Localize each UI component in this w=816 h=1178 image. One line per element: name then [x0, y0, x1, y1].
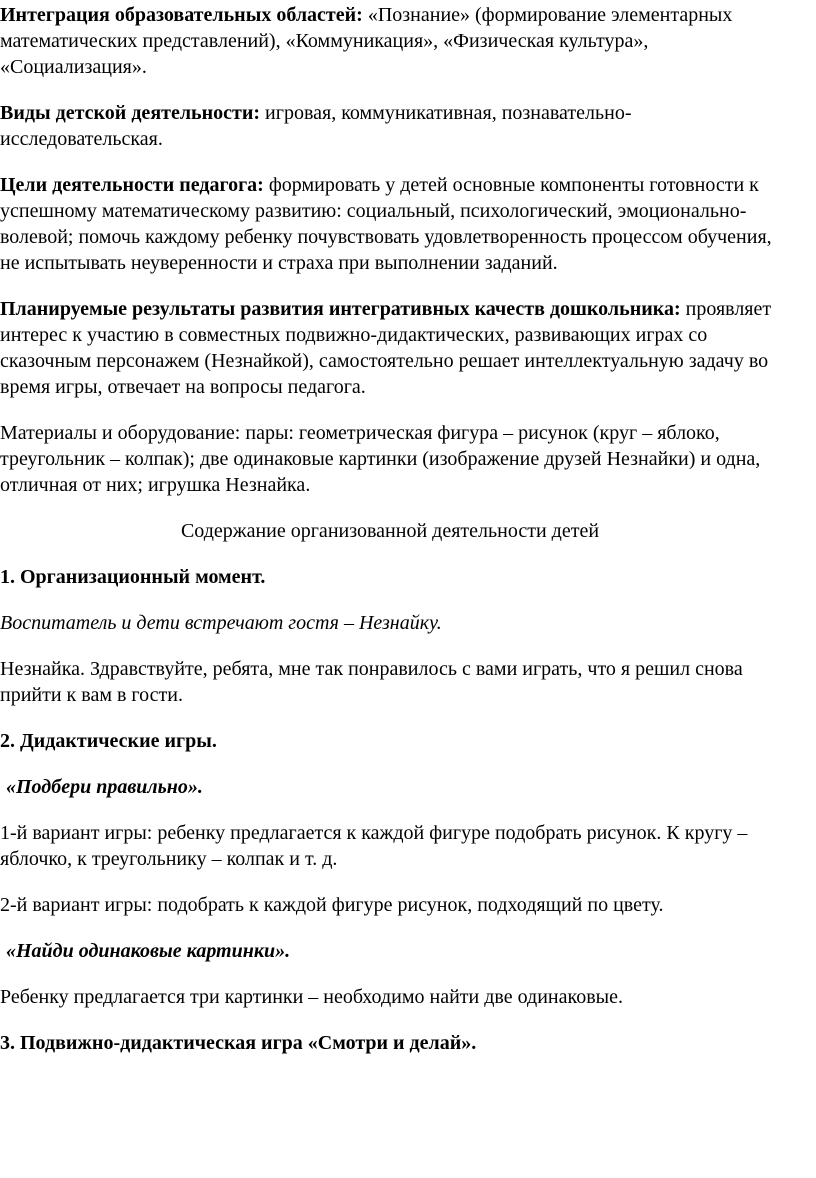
game2-title: «Найди одинаковые картинки». — [6, 940, 291, 962]
section1-speech: Незнайка. Здравствуйте, ребята, мне так понравилось с вами играть, что я решил снова прийти к вам в гости. — [0, 658, 743, 706]
activities-label: Виды детской деятельности: — [0, 102, 261, 124]
results-text: проявляет интерес к участию в совместных подвижно-дидактических, развивающих играх со сказочным персонажем (Незнайкой), самостоятельно решает интеллектуальную задачу во время игры, отвечает на вопросы педагога. — [0, 298, 772, 398]
game2-text: Ребенку предлагается три картинки – необходимо найти две одинаковые. — [0, 986, 623, 1008]
section3-heading: 3. Подвижно-дидактическая игра «Смотри и делай». — [0, 1032, 477, 1054]
goals-text: формировать у детей основные компоненты готовности к успешному математическому развитию: социальный, психологический, эмоционально-волевой; помочь каждому ребенку почувствовать удовлетворенность процессом обучения, не испытывать неуверенности и страха при выполнении заданий. — [0, 174, 772, 274]
goals-label: Цели деятельности педагога: — [0, 174, 264, 196]
content-heading: Содержание организованной деятельности детей — [180, 520, 600, 542]
document-body — [0, 2, 780, 1076]
goals-paragraph — [0, 172, 780, 276]
integration-text: «Познание» (формирование элементарных математических представлений), «Коммуникация», «Физическая культура», «Социализация». — [0, 4, 733, 78]
game1-title: «Подбери правильно». — [6, 776, 203, 798]
game1-variant2: 2-й вариант игры: подобрать к каждой фигуре рисунок, подходящий по цвету. — [0, 894, 664, 916]
game1-title-paragraph — [0, 774, 780, 800]
game2-title-paragraph — [0, 938, 780, 964]
results-paragraph — [0, 296, 780, 400]
materials-paragraph: Материалы и оборудование: пары: геометрическая фигура – рисунок (круг – яблоко, треугольник – колпак); две одинаковые картинки (изображение друзей Незнайки) и одна, отличная от них; игрушка Незнайка. — [0, 422, 761, 496]
integration-paragraph — [0, 2, 780, 80]
section1-note: Воспитатель и дети встречают гостя – Незнайку. — [0, 612, 442, 634]
section1-heading: 1. Организационный момент. — [0, 566, 266, 588]
results-label: Планируемые результаты развития интегративных качеств дошкольника: — [0, 298, 681, 320]
activities-text: игровая, коммуникативная, познавательно-исследовательская. — [0, 102, 632, 150]
activities-paragraph — [0, 100, 780, 152]
game1-variant1: 1-й вариант игры: ребенку предлагается к каждой фигуре подобрать рисунок. К кругу – яблочко, к треугольнику – колпак и т. д. — [0, 822, 748, 870]
integration-label: Интеграция образовательных областей: — [0, 4, 363, 26]
section2-heading: 2. Дидактические игры. — [0, 730, 217, 752]
